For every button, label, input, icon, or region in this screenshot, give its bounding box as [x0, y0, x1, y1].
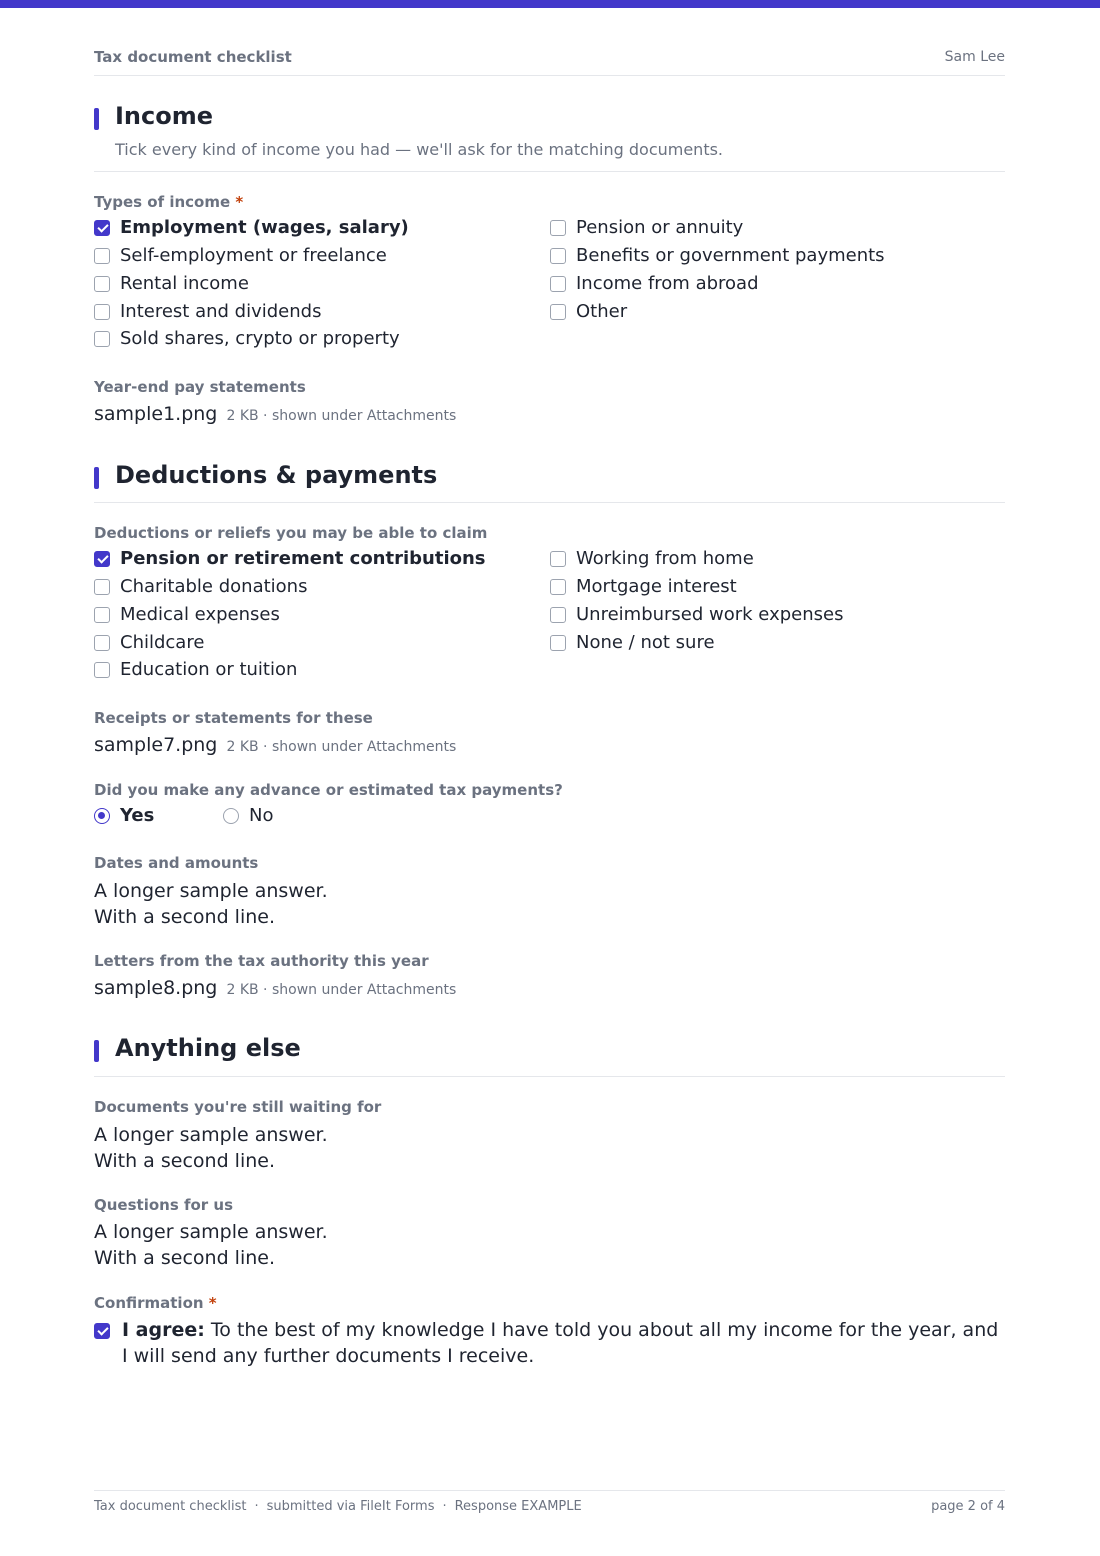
option-label: Mortgage interest	[576, 576, 737, 597]
checkbox-unchecked[interactable]	[550, 607, 566, 623]
attachment-meta: 2 KB · shown under Attachments	[226, 739, 457, 755]
attachment-meta: 2 KB · shown under Attachments	[226, 982, 457, 998]
checkbox-checked[interactable]	[94, 1323, 110, 1339]
attachment-receipts[interactable]	[94, 734, 456, 756]
field-label-confirmation	[94, 1294, 217, 1312]
answer-waiting-documents	[94, 1122, 328, 1174]
option-label: Employment (wages, salary)	[120, 217, 409, 238]
footer-separator: ·	[254, 1499, 259, 1514]
footer-form-name: Tax document checklist	[94, 1499, 247, 1514]
section-title: Deductions & payments	[115, 461, 438, 489]
checkbox-unchecked[interactable]	[550, 579, 566, 595]
option-label: Working from home	[576, 548, 754, 569]
confirmation-checkbox[interactable]	[94, 1317, 1005, 1369]
option-label: Medical expenses	[120, 604, 280, 625]
confirmation-text	[122, 1317, 1005, 1369]
option-label: Other	[576, 301, 628, 322]
field-label-income-types	[94, 193, 243, 211]
answer-dates-amounts	[94, 878, 328, 930]
checkbox-unchecked[interactable]	[550, 220, 566, 236]
footer-submitted: submitted via FileIt Forms	[266, 1499, 435, 1514]
checkbox-unchecked[interactable]	[550, 551, 566, 567]
checkbox-unchecked[interactable]	[94, 662, 110, 678]
section-divider	[94, 1076, 1005, 1077]
field-label-pay-statements: Year-end pay statements	[94, 378, 306, 396]
radio-selected[interactable]	[94, 808, 110, 824]
checkbox-unchecked[interactable]	[550, 276, 566, 292]
checkbox-unchecked[interactable]	[550, 304, 566, 320]
option-label: Interest and dividends	[120, 301, 322, 322]
checkbox-unchecked[interactable]	[550, 635, 566, 651]
answer-line: A longer sample answer.	[94, 1221, 328, 1243]
attachment-filename[interactable]: sample1.png	[94, 403, 218, 425]
field-label-questions: Questions for us	[94, 1196, 234, 1214]
option-label: Charitable donations	[120, 576, 308, 597]
agree-statement: To the best of my knowledge I have told you about all my income for the year, and I will send any further documents I receive.	[122, 1319, 999, 1367]
field-label-tax-letters: Letters from the tax authority this year	[94, 952, 429, 970]
section-divider	[94, 502, 1005, 503]
field-label-deductions: Deductions or reliefs you may be able to claim	[94, 524, 488, 542]
page-header	[94, 48, 1005, 76]
checkbox-checked[interactable]	[94, 220, 110, 236]
section-divider	[94, 171, 1005, 172]
field-label-dates-amounts: Dates and amounts	[94, 854, 259, 872]
option-label: Unreimbursed work expenses	[576, 604, 844, 625]
checkbox-unchecked[interactable]	[94, 331, 110, 347]
answer-line: A longer sample answer.	[94, 1124, 328, 1146]
footer-separator: ·	[442, 1499, 447, 1514]
label-text: Types of income	[94, 193, 231, 211]
radio-unselected[interactable]	[223, 808, 239, 824]
section-marker	[94, 108, 99, 130]
answer-line: A longer sample answer.	[94, 880, 328, 902]
attachment-tax-letters[interactable]	[94, 977, 456, 999]
option-label: None / not sure	[576, 632, 715, 653]
attachment-filename[interactable]: sample8.png	[94, 977, 218, 999]
section-title: Anything else	[115, 1034, 301, 1062]
field-label-waiting-documents: Documents you're still waiting for	[94, 1098, 382, 1116]
document-title: Tax document checklist	[94, 48, 292, 66]
footer-response: Response EXAMPLE	[454, 1499, 582, 1514]
section-description: Tick every kind of income you had — we'll ask for the matching documents.	[115, 140, 724, 159]
checkbox-unchecked[interactable]	[550, 248, 566, 264]
top-accent-bar	[0, 0, 1100, 8]
answer-line: With a second line.	[94, 1247, 275, 1269]
section-marker	[94, 467, 99, 489]
option-label: Yes	[120, 805, 155, 826]
checkbox-unchecked[interactable]	[94, 304, 110, 320]
attachment-pay-statements[interactable]	[94, 403, 456, 425]
checkbox-unchecked[interactable]	[94, 607, 110, 623]
option-label: Self-employment or freelance	[120, 245, 387, 266]
section-marker	[94, 1040, 99, 1062]
option-label: Education or tuition	[120, 659, 298, 680]
attachment-filename[interactable]: sample7.png	[94, 734, 218, 756]
option-label: Sold shares, crypto or property	[120, 328, 400, 349]
option-label: Rental income	[120, 273, 249, 294]
answer-line: With a second line.	[94, 1150, 275, 1172]
checkbox-unchecked[interactable]	[94, 248, 110, 264]
label-text: Confirmation	[94, 1294, 204, 1312]
field-label-advance-payments: Did you make any advance or estimated tax payments?	[94, 781, 563, 799]
option-label: Income from abroad	[576, 273, 759, 294]
checkbox-unchecked[interactable]	[94, 635, 110, 651]
required-marker: *	[208, 1294, 217, 1312]
option-label: Pension or annuity	[576, 217, 744, 238]
answer-line: With a second line.	[94, 906, 275, 928]
field-label-receipts: Receipts or statements for these	[94, 709, 373, 727]
attachment-meta: 2 KB · shown under Attachments	[226, 408, 457, 424]
footer-info	[94, 1499, 582, 1514]
page-footer	[94, 1490, 1005, 1520]
checkbox-unchecked[interactable]	[94, 579, 110, 595]
option-label: Benefits or government payments	[576, 245, 885, 266]
option-label: No	[249, 805, 274, 826]
agree-label: I agree:	[122, 1319, 205, 1341]
user-name: Sam Lee	[944, 49, 1005, 65]
required-marker: *	[235, 193, 244, 211]
checkbox-unchecked[interactable]	[94, 276, 110, 292]
option-label: Pension or retirement contributions	[120, 548, 486, 569]
option-label: Childcare	[120, 632, 205, 653]
page-number: page 2 of 4	[931, 1499, 1005, 1514]
checkbox-checked[interactable]	[94, 551, 110, 567]
answer-questions	[94, 1219, 328, 1271]
section-title: Income	[115, 102, 214, 130]
